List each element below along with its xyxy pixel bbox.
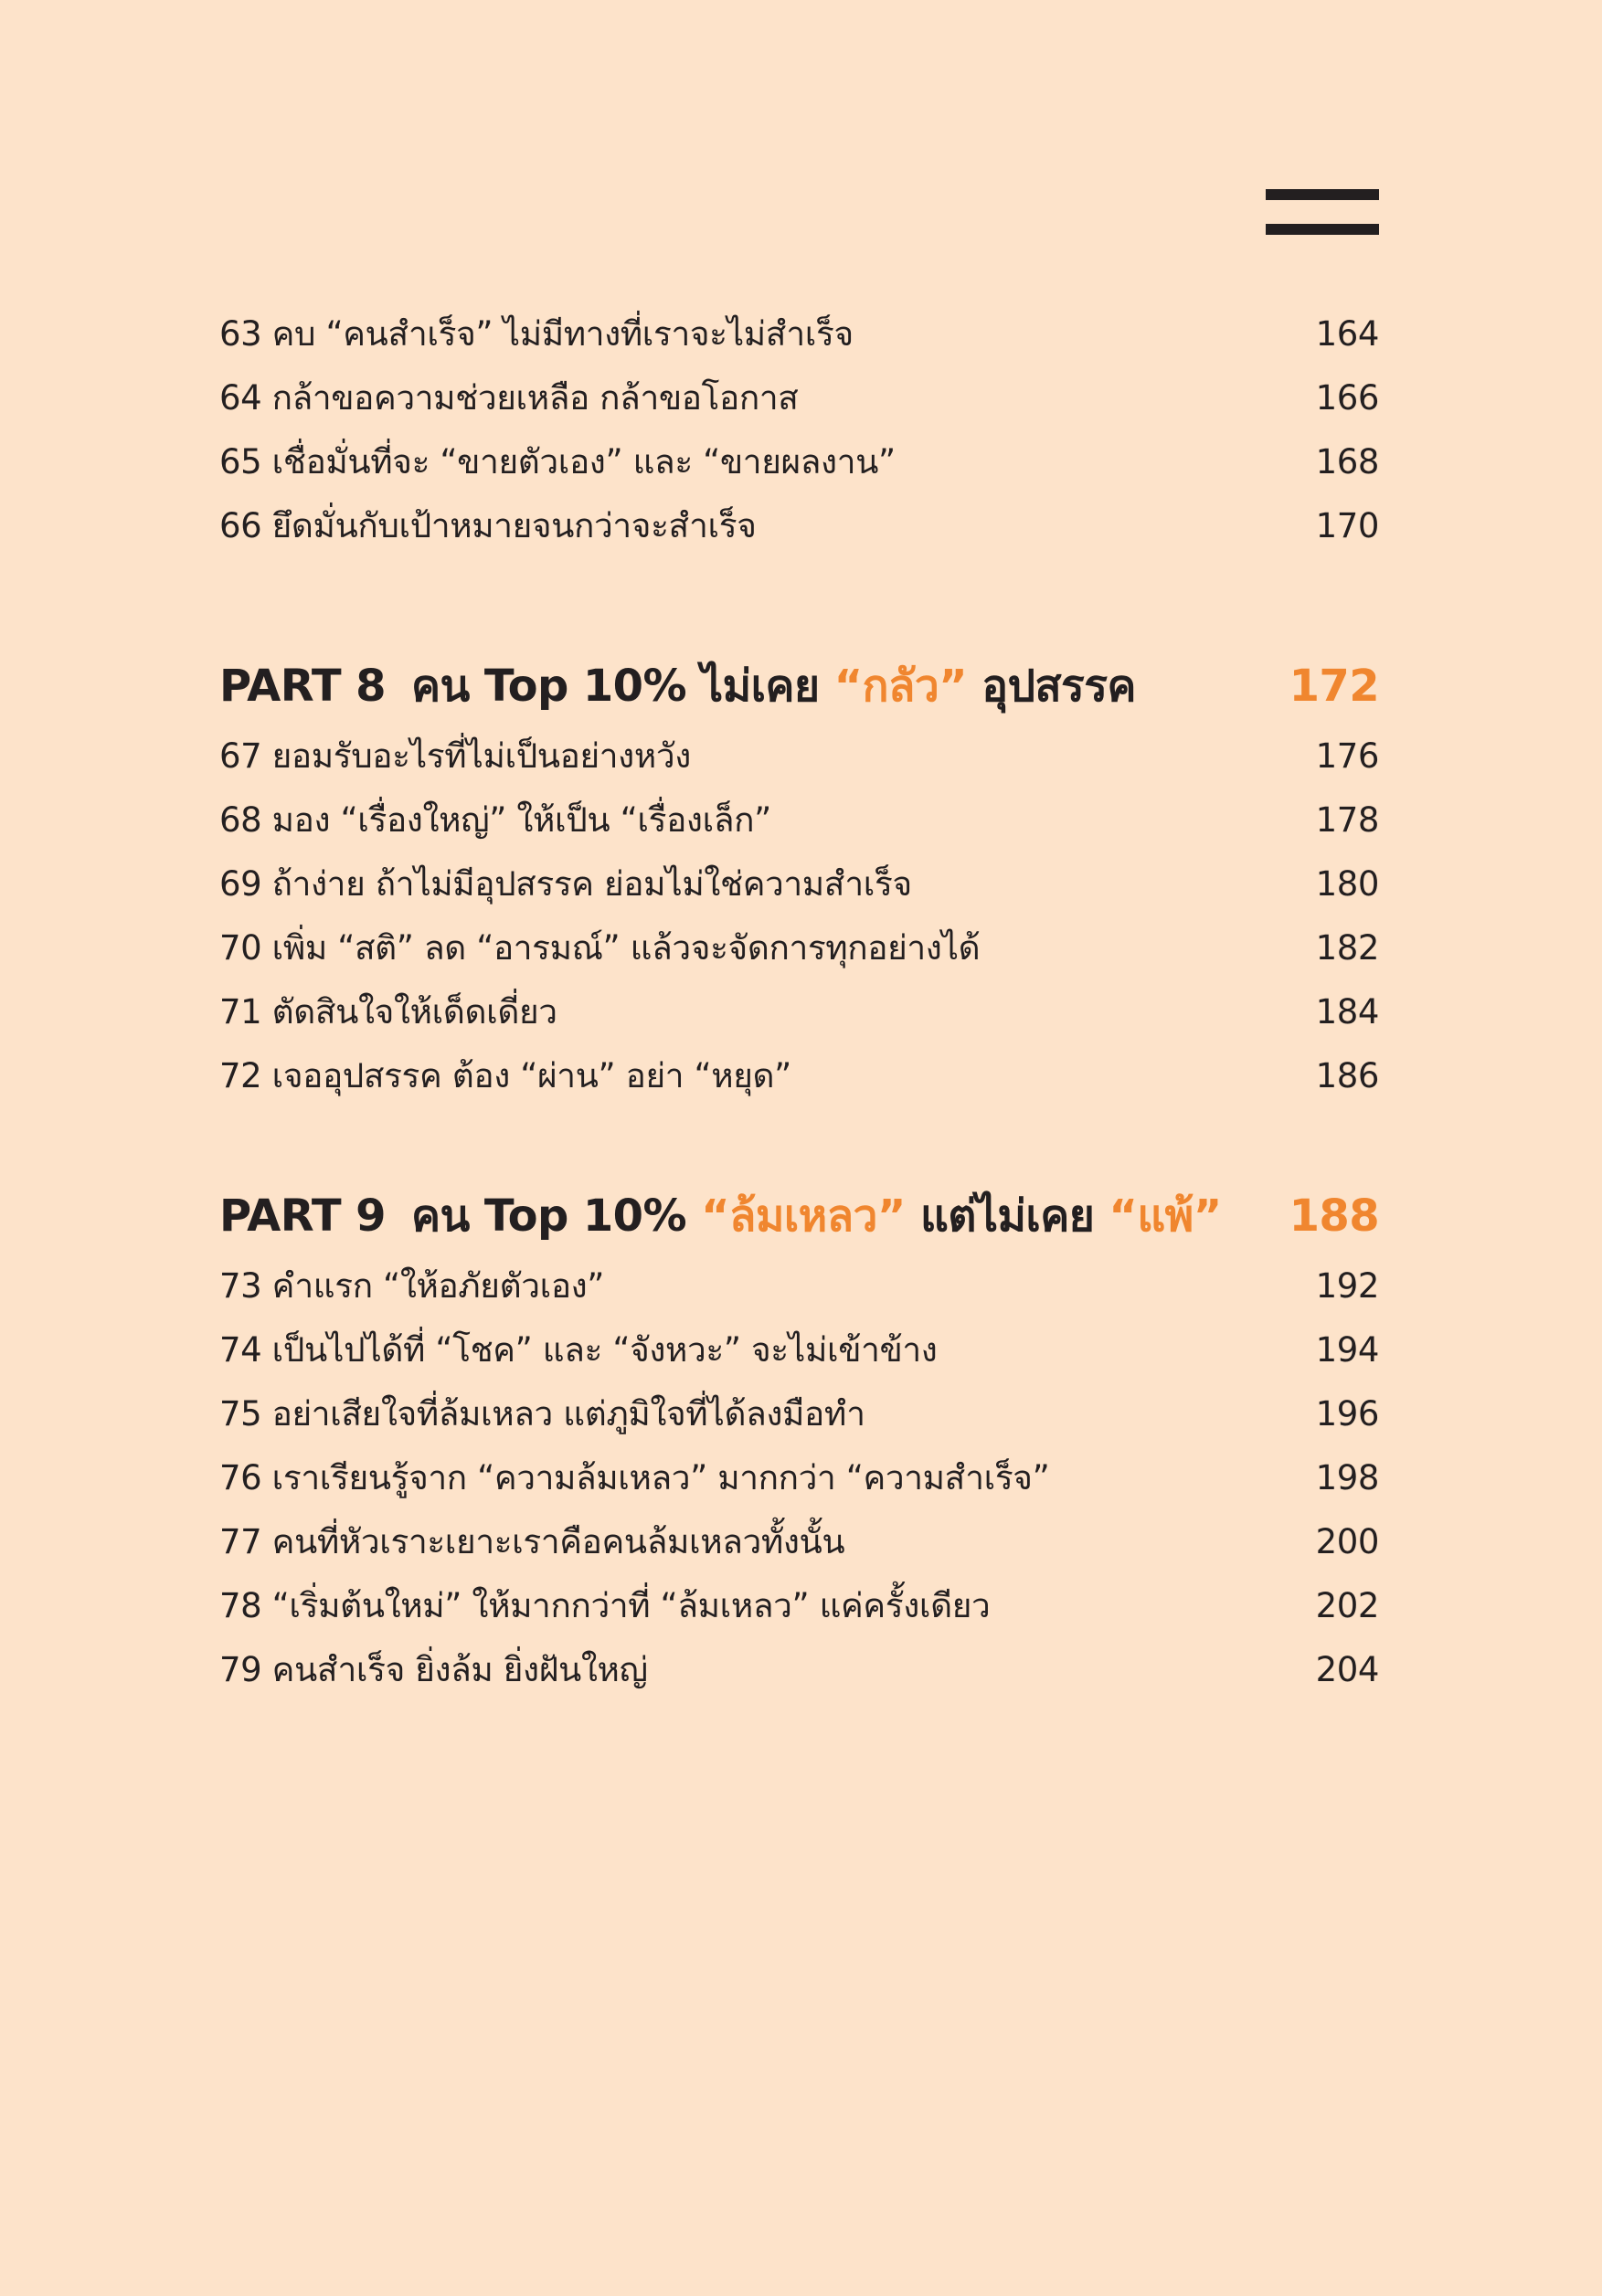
toc-entry-page: 182: [1315, 927, 1379, 968]
part-heading-page: 172: [1289, 661, 1379, 712]
toc-entry-title: 74 เป็นไปได้ที่ “โชค” และ “จังหวะ” จะไม่เข้าข้าง: [219, 1329, 938, 1370]
toc-entry[interactable]: [219, 493, 1379, 557]
toc-entry-page: 202: [1315, 1585, 1379, 1625]
toc-entry-page: 178: [1315, 799, 1379, 840]
part-label: PART 9: [219, 1190, 386, 1242]
toc-entry-title: 67 ยอมรับอะไรที่ไม่เป็นอย่างหวัง: [219, 735, 691, 776]
toc-entry[interactable]: [219, 1381, 1379, 1445]
part-title-text: คน Top 10%: [411, 1190, 702, 1242]
part-heading[interactable]: [219, 649, 1379, 724]
toc-entry-page: 198: [1315, 1457, 1379, 1497]
toc-entry-title: 70 เพิ่ม “สติ” ลด “อารมณ์” แล้วจะจัดการทุกอย่างได้: [219, 927, 981, 968]
hamburger-icon-bar: [1266, 189, 1379, 200]
toc-entry[interactable]: [219, 915, 1379, 979]
toc-entry-title: 72 เจออุปสรรค ต้อง “ผ่าน” อย่า “หยุด”: [219, 1055, 791, 1095]
toc-entry[interactable]: [219, 724, 1379, 788]
toc-entry[interactable]: [219, 979, 1379, 1043]
toc-entry-page: 200: [1315, 1521, 1379, 1561]
toc-entry[interactable]: [219, 1254, 1379, 1317]
toc-entry-page: 170: [1315, 505, 1379, 545]
part-heading-title: [219, 1181, 1222, 1251]
toc-entry[interactable]: [219, 365, 1379, 429]
part-title-text: คน Top 10% ไม่เคย: [411, 661, 834, 712]
toc-entry-title: 78 “เริ่มต้นใหม่” ให้มากกว่าที่ “ล้มเหลว” แค่ครั้งเดียว: [219, 1585, 991, 1625]
toc-entry-page: 194: [1315, 1329, 1379, 1370]
part-title-text: อุปสรรค: [967, 661, 1136, 712]
part-label: PART 8: [219, 661, 386, 712]
part-title-highlight: “แพ้”: [1109, 1190, 1222, 1242]
toc-entry-page: 180: [1315, 863, 1379, 904]
toc-entry[interactable]: [219, 1637, 1379, 1701]
toc-entry-title: 73 คำแรก “ให้อภัยตัวเอง”: [219, 1265, 605, 1306]
toc-entry-title: 77 คนที่หัวเราะเยาะเราคือคนล้มเหลวทั้งนั้น: [219, 1521, 845, 1561]
toc-entry-page: 192: [1315, 1265, 1379, 1306]
toc-section-part-7-tail: [219, 302, 1379, 557]
part-heading-title: [219, 651, 1136, 721]
part-title-text: แต่ไม่เคย: [905, 1190, 1109, 1242]
toc-entry[interactable]: [219, 788, 1379, 852]
part-title-highlight: “ล้มเหลว”: [701, 1190, 906, 1242]
part-title-highlight: “กลัว”: [833, 661, 968, 712]
toc-entry[interactable]: [219, 1509, 1379, 1573]
toc-entry-title: 79 คนสำเร็จ ยิ่งล้ม ยิ่งฝันใหญ่: [219, 1649, 648, 1689]
toc-entry-title: 71 ตัดสินใจให้เด็ดเดี่ยว: [219, 991, 557, 1032]
toc-entry[interactable]: [219, 429, 1379, 493]
toc-entry-title: 75 อย่าเสียใจที่ล้มเหลว แต่ภูมิใจที่ได้ลงมือทำ: [219, 1393, 865, 1434]
toc-entry-page: 166: [1315, 377, 1379, 418]
toc-entry-page: 186: [1315, 1055, 1379, 1095]
hamburger-icon-bar: [1266, 224, 1379, 235]
toc-entry-title: 68 มอง “เรื่องใหญ่” ให้เป็น “เรื่องเล็ก”: [219, 799, 771, 840]
toc-entry-title: 65 เชื่อมั่นที่จะ “ขายตัวเอง” และ “ขายผลงาน”: [219, 441, 896, 481]
toc-entry-title: 63 คบ “คนสำเร็จ” ไม่มีทางที่เราจะไม่สำเร็จ: [219, 313, 854, 354]
toc-entry-page: 184: [1315, 991, 1379, 1032]
toc-entry-title: 66 ยึดมั่นกับเป้าหมายจนกว่าจะสำเร็จ: [219, 505, 757, 545]
part-heading[interactable]: [219, 1179, 1379, 1254]
toc-entry-title: 69 ถ้าง่าย ถ้าไม่มีอุปสรรค ย่อมไม่ใช่ความสำเร็จ: [219, 863, 912, 904]
toc-entry-title: 64 กล้าขอความช่วยเหลือ กล้าขอโอกาส: [219, 377, 799, 418]
toc-entry[interactable]: [219, 852, 1379, 915]
toc-entry[interactable]: [219, 1043, 1379, 1107]
toc-entry[interactable]: [219, 302, 1379, 365]
toc-entry-page: 204: [1315, 1649, 1379, 1689]
part-heading-page: 188: [1289, 1190, 1379, 1242]
toc-section-part-8: [219, 649, 1379, 1107]
toc-entry-page: 168: [1315, 441, 1379, 481]
toc-entry[interactable]: [219, 1317, 1379, 1381]
toc-entry-page: 176: [1315, 735, 1379, 776]
toc-entry[interactable]: [219, 1573, 1379, 1637]
toc-entry-title: 76 เราเรียนรู้จาก “ความล้มเหลว” มากกว่า “ความสำเร็จ”: [219, 1457, 1050, 1497]
toc-entry[interactable]: [219, 1445, 1379, 1509]
hamburger-icon: [1266, 189, 1379, 237]
toc-entry-page: 164: [1315, 313, 1379, 354]
toc-entry-page: 196: [1315, 1393, 1379, 1434]
toc-section-part-9: [219, 1179, 1379, 1701]
